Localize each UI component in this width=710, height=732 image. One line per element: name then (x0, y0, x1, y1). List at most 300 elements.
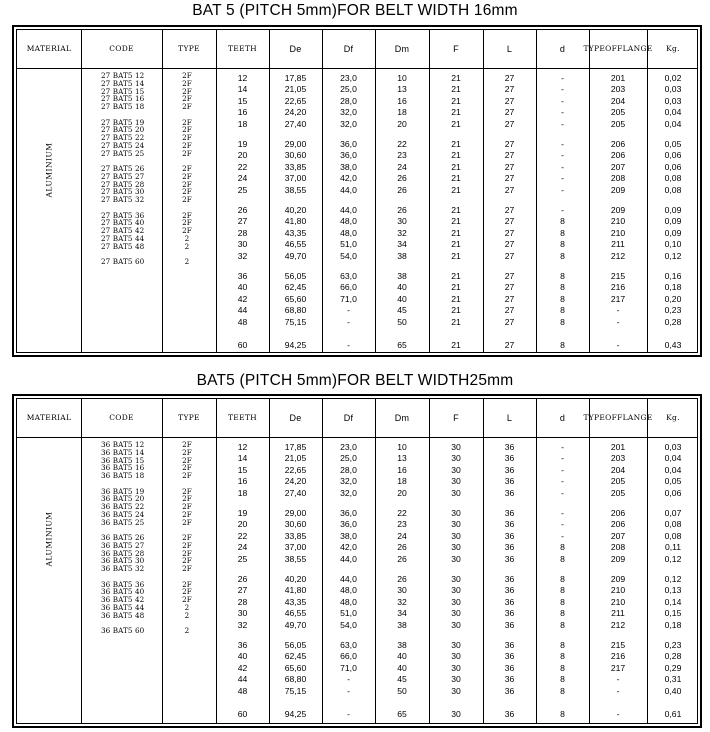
f-cell: 21 (451, 95, 461, 106)
header-flange-line: OF (605, 413, 618, 422)
kg-cell: 0,09 (664, 205, 682, 215)
kg-cell: 0,06 (664, 487, 682, 498)
kg-cell: 0,04 (664, 453, 682, 464)
table-row (17, 173, 697, 184)
de-cell: 43,35 (284, 227, 307, 238)
df-cell: 36,0 (340, 508, 357, 518)
f-cell: 21 (451, 239, 461, 250)
df-cell: 51,0 (340, 239, 357, 250)
df-cell: 44,0 (340, 553, 357, 564)
f-cell: 21 (451, 184, 461, 195)
kg-cell: 0,10 (664, 239, 682, 250)
teeth-cell: 30 (237, 239, 248, 250)
kg-cell: 0,07 (664, 508, 682, 518)
dm-cell: 13 (397, 84, 407, 95)
dm-cell: 32 (397, 596, 407, 607)
header-teeth: TEETH (228, 413, 257, 422)
teeth-cell: 44 (237, 674, 248, 685)
f-cell: 30 (451, 442, 461, 452)
d-cell: 8 (560, 709, 565, 719)
code-cell: 36 BAT5 32 (101, 564, 145, 573)
d-cell: 8 (560, 574, 565, 584)
df-cell: 63,0 (340, 271, 357, 281)
d-cell: 8 (560, 662, 565, 673)
f-cell: 30 (451, 608, 461, 619)
teeth-cell: 40 (237, 651, 248, 662)
dm-cell: 40 (397, 662, 407, 673)
f-cell: 21 (451, 216, 461, 227)
de-cell: 24,20 (284, 476, 307, 487)
code-cell: 27 BAT5 40 (101, 218, 145, 228)
flange-cell: - (616, 305, 620, 316)
de-cell: 30,60 (284, 519, 307, 530)
de-cell: 30,60 (284, 150, 307, 161)
flange-cell: 204 (610, 464, 626, 475)
header-material: MATERIAL (26, 413, 72, 422)
table-row (17, 239, 697, 250)
teeth-cell: 20 (237, 519, 248, 530)
type-cell: 2F (182, 502, 192, 511)
f-cell: 21 (451, 340, 461, 350)
type-cell: 2F (182, 595, 192, 604)
header-kg: Kg. (666, 44, 680, 53)
de-cell: 49,70 (284, 619, 307, 630)
table-row (17, 185, 697, 196)
l-cell: 27 (504, 107, 515, 118)
l-cell: 27 (504, 73, 515, 83)
de-cell: 62,45 (284, 651, 307, 662)
kg-cell: 0,12 (664, 553, 682, 564)
type-cell: 2F (182, 102, 192, 111)
material-label: ALUMINIUM (44, 142, 54, 198)
l-cell: 36 (504, 574, 515, 584)
teeth-cell: 28 (237, 596, 248, 607)
header-kg: Kg. (666, 413, 680, 422)
d-cell: 8 (560, 340, 565, 350)
table-row (17, 73, 697, 84)
table-row (17, 282, 697, 293)
table-row (17, 686, 697, 697)
type-cell: 2F (182, 171, 192, 181)
table-row (17, 305, 697, 316)
l-cell: 27 (504, 118, 515, 129)
d-cell: - (561, 508, 564, 518)
flange-cell: 211 (611, 608, 625, 619)
f-cell: 21 (451, 227, 461, 238)
l-cell: 27 (504, 250, 515, 261)
flange-cell: 217 (610, 293, 626, 304)
dm-cell: 38 (397, 271, 407, 281)
d-cell: 8 (560, 250, 565, 261)
code-cell: 36 BAT5 22 (101, 502, 145, 511)
kg-cell: 0,12 (664, 250, 682, 261)
d-cell: - (561, 95, 564, 106)
kg-cell: 0,03 (664, 442, 682, 452)
d-cell: - (561, 519, 564, 530)
dm-cell: 45 (397, 674, 407, 685)
teeth-cell: 48 (237, 316, 248, 327)
flange-cell: 205 (610, 107, 626, 118)
dm-cell: 40 (397, 282, 407, 293)
type-cell: 2F (182, 455, 192, 465)
kg-cell: 0,12 (664, 574, 682, 584)
type-cell: 2 (184, 233, 190, 243)
flange-cell: 209 (610, 184, 626, 195)
type-cell: 2F (182, 179, 192, 189)
table-row (17, 216, 697, 227)
table-row (17, 585, 697, 596)
table-row (17, 542, 697, 553)
type-cell: 2F (182, 471, 192, 480)
type-cell: 2F (182, 86, 192, 96)
header-f: F (453, 44, 459, 54)
table-row (17, 519, 697, 530)
header-type: TYPE (178, 413, 200, 422)
flange-cell: - (616, 316, 620, 327)
code-cell: 27 BAT5 18 (101, 102, 145, 111)
teeth-cell: 12 (237, 73, 248, 83)
flange-cell: 212 (610, 619, 626, 630)
code-cell: 27 BAT5 28 (101, 179, 145, 189)
l-cell: 36 (504, 709, 515, 719)
flange-cell: 207 (610, 161, 626, 172)
df-cell: 28,0 (340, 95, 357, 106)
de-cell: 22,65 (284, 95, 307, 106)
teeth-cell: 60 (237, 709, 248, 719)
de-cell: 17,85 (284, 442, 307, 452)
d-cell: - (561, 84, 564, 95)
code-cell: 36 BAT5 15 (101, 455, 145, 465)
l-cell: 27 (504, 150, 515, 161)
type-cell: 2 (184, 610, 190, 620)
d-cell: 8 (560, 674, 565, 685)
d-cell: - (561, 173, 564, 184)
kg-cell: 0,04 (664, 107, 682, 118)
teeth-cell: 27 (237, 585, 248, 596)
type-cell: 2F (182, 164, 192, 173)
table-row (17, 162, 697, 173)
code-cell: 36 BAT5 16 (101, 463, 145, 473)
f-cell: 21 (451, 250, 461, 261)
flange-cell: - (616, 685, 620, 696)
table-row (17, 620, 697, 631)
code-cell: 27 BAT5 42 (101, 226, 145, 235)
code-cell: 36 BAT5 28 (101, 548, 145, 558)
de-cell: 46,55 (284, 608, 307, 619)
type-cell: 2F (182, 587, 192, 597)
kg-cell: 0,03 (664, 95, 682, 106)
df-cell: 38,0 (340, 161, 357, 172)
type-cell: 2F (182, 218, 192, 228)
dm-cell: 13 (397, 453, 407, 464)
code-cell: 27 BAT5 60 (101, 257, 145, 266)
dm-cell: 34 (397, 239, 407, 250)
flange-cell: - (616, 340, 620, 350)
l-cell: 27 (504, 84, 515, 95)
dm-cell: 40 (397, 293, 407, 304)
f-cell: 30 (451, 585, 461, 596)
df-cell: 36,0 (340, 519, 357, 530)
teeth-cell: 40 (237, 282, 248, 293)
f-cell: 30 (451, 553, 461, 564)
header-dm: Dm (394, 413, 410, 423)
de-cell: 43,35 (284, 596, 307, 607)
type-cell: 2F (182, 94, 192, 104)
header-material: MATERIAL (26, 44, 72, 53)
kg-cell: 0,18 (664, 282, 682, 293)
kg-cell: 0,20 (664, 293, 682, 304)
de-cell: 65,60 (284, 662, 307, 673)
f-cell: 30 (451, 574, 461, 584)
f-cell: 30 (451, 709, 461, 719)
de-cell: 68,80 (284, 674, 307, 685)
type-cell: 2 (184, 257, 190, 266)
table-row (17, 709, 697, 720)
f-cell: 30 (451, 476, 461, 487)
teeth-cell: 27 (237, 216, 248, 227)
code-cell: 27 BAT5 20 (101, 125, 145, 135)
table-1 (12, 25, 702, 357)
l-cell: 36 (504, 519, 515, 530)
flange-cell: 212 (610, 250, 626, 261)
header-d: d (559, 413, 566, 423)
de-cell: 33,85 (284, 161, 307, 172)
d-cell: 8 (560, 685, 565, 696)
flange-cell: 204 (610, 95, 626, 106)
df-cell: 54,0 (340, 250, 357, 261)
flange-cell: 201 (610, 73, 626, 83)
type-cell: 2F (182, 117, 192, 127)
de-cell: 29,00 (284, 139, 307, 149)
d-cell: - (561, 118, 564, 129)
teeth-cell: 15 (237, 95, 248, 106)
kg-cell: 0,03 (664, 84, 682, 95)
d-cell: 8 (560, 640, 565, 650)
header-teeth: TEETH (228, 44, 257, 53)
de-cell: 56,05 (284, 271, 307, 281)
flange-cell: 206 (610, 150, 626, 161)
de-cell: 75,15 (284, 316, 307, 327)
flange-cell: 215 (610, 640, 626, 650)
dm-cell: 40 (397, 651, 407, 662)
table-row (17, 251, 697, 262)
de-cell: 94,25 (284, 709, 307, 719)
l-cell: 27 (504, 316, 515, 327)
teeth-cell: 18 (237, 118, 248, 129)
df-cell: 32,0 (340, 487, 357, 498)
table-row (17, 574, 697, 585)
table-row (17, 465, 697, 476)
d-cell: 8 (560, 316, 565, 327)
header-flange (583, 399, 653, 437)
d-cell: - (561, 107, 564, 118)
teeth-cell: 32 (237, 250, 248, 261)
flange-cell: 203 (610, 453, 626, 464)
de-cell: 40,20 (284, 574, 307, 584)
d-cell: 8 (560, 651, 565, 662)
header-l: L (506, 413, 513, 423)
df-cell: - (347, 316, 350, 327)
kg-cell: 0,08 (664, 184, 682, 195)
teeth-cell: 26 (237, 205, 248, 215)
dm-cell: 65 (397, 340, 407, 350)
df-cell: - (347, 709, 350, 719)
code-cell: 27 BAT5 32 (101, 195, 145, 204)
df-cell: 51,0 (340, 608, 357, 619)
type-cell: 2F (182, 125, 192, 135)
de-cell: 37,00 (284, 542, 307, 553)
d-cell: - (561, 205, 564, 215)
type-cell: 2F (182, 195, 192, 204)
df-cell: 23,0 (340, 73, 357, 83)
l-cell: 27 (504, 173, 515, 184)
header-row (17, 399, 697, 438)
l-cell: 27 (504, 293, 515, 304)
de-cell: 27,40 (284, 487, 307, 498)
f-cell: 21 (451, 161, 461, 172)
df-cell: 44,0 (340, 184, 357, 195)
df-cell: 28,0 (340, 464, 357, 475)
f-cell: 30 (451, 640, 461, 650)
code-cell: 36 BAT5 18 (101, 471, 145, 480)
df-cell: - (347, 340, 350, 350)
code-cell: 36 BAT5 48 (101, 610, 145, 620)
l-cell: 27 (504, 216, 515, 227)
header-flange (583, 30, 653, 68)
teeth-cell: 60 (237, 340, 248, 350)
l-cell: 36 (504, 464, 515, 475)
table-1-body (16, 29, 698, 353)
l-cell: 36 (504, 596, 515, 607)
l-cell: 27 (504, 227, 515, 238)
dm-cell: 50 (397, 316, 407, 327)
df-cell: 66,0 (340, 282, 357, 293)
teeth-cell: 14 (237, 453, 248, 464)
code-cell: 36 BAT5 60 (101, 626, 145, 635)
teeth-cell: 30 (237, 608, 248, 619)
kg-cell: 0,23 (664, 305, 682, 316)
kg-cell: 0,28 (664, 316, 682, 327)
code-cell: 36 BAT5 25 (101, 517, 145, 527)
code-cell: 27 BAT5 48 (101, 241, 145, 251)
d-cell: - (561, 453, 564, 464)
f-cell: 21 (451, 305, 461, 316)
flange-cell: 209 (610, 205, 626, 215)
teeth-cell: 26 (237, 574, 248, 584)
teeth-cell: 42 (237, 662, 248, 673)
f-cell: 21 (451, 73, 461, 83)
table-row (17, 294, 697, 305)
f-cell: 21 (451, 150, 461, 161)
kg-cell: 0,14 (664, 596, 682, 607)
dm-cell: 30 (397, 585, 407, 596)
de-cell: 94,25 (284, 340, 307, 350)
kg-cell: 0,31 (664, 674, 682, 685)
table-row (17, 96, 697, 107)
dm-cell: 22 (397, 508, 407, 518)
flange-cell: 215 (610, 271, 626, 281)
type-cell: 2 (184, 241, 190, 251)
df-cell: 44,0 (340, 574, 357, 584)
table-row (17, 488, 697, 499)
df-cell: 32,0 (340, 476, 357, 487)
code-cell: 36 BAT5 44 (101, 602, 145, 612)
l-cell: 27 (504, 340, 515, 350)
type-cell: 2 (184, 626, 190, 635)
de-cell: 56,05 (284, 640, 307, 650)
df-cell: - (347, 305, 350, 316)
kg-cell: 0,18 (664, 619, 682, 630)
dm-cell: 34 (397, 608, 407, 619)
teeth-cell: 16 (237, 476, 248, 487)
code-cell: 27 BAT5 16 (101, 94, 145, 104)
df-cell: 71,0 (340, 293, 357, 304)
df-cell: 71,0 (340, 662, 357, 673)
flange-cell: 203 (610, 84, 626, 95)
de-cell: 41,80 (284, 216, 307, 227)
f-cell: 30 (451, 453, 461, 464)
f-cell: 30 (451, 464, 461, 475)
code-cell: 36 BAT5 24 (101, 509, 145, 519)
table-row (17, 508, 697, 519)
flange-cell: 210 (610, 585, 626, 596)
table-row (17, 651, 697, 662)
df-cell: 48,0 (340, 596, 357, 607)
f-cell: 21 (451, 84, 461, 95)
dm-cell: 38 (397, 250, 407, 261)
kg-cell: 0,08 (664, 530, 682, 541)
kg-cell: 0,06 (664, 150, 682, 161)
f-cell: 30 (451, 651, 461, 662)
type-cell: 2F (182, 548, 192, 558)
flange-cell: 206 (610, 519, 626, 530)
teeth-cell: 18 (237, 487, 248, 498)
df-cell: 36,0 (340, 139, 357, 149)
dm-cell: 65 (397, 709, 407, 719)
header-code: CODE (109, 413, 134, 422)
teeth-cell: 15 (237, 464, 248, 475)
kg-cell: 0,08 (664, 519, 682, 530)
df-cell: 36,0 (340, 150, 357, 161)
teeth-cell: 24 (237, 542, 248, 553)
df-cell: 48,0 (340, 216, 357, 227)
de-cell: 40,20 (284, 205, 307, 215)
flange-cell: - (616, 709, 620, 719)
f-cell: 21 (451, 173, 461, 184)
de-cell: 38,55 (284, 184, 307, 195)
f-cell: 30 (451, 530, 461, 541)
f-cell: 30 (451, 662, 461, 673)
dm-cell: 20 (397, 487, 407, 498)
dm-cell: 23 (397, 519, 407, 530)
de-cell: 37,00 (284, 173, 307, 184)
kg-cell: 0,04 (664, 464, 682, 475)
table-row (17, 674, 697, 685)
teeth-cell: 36 (237, 271, 248, 281)
teeth-cell: 36 (237, 640, 248, 650)
dm-cell: 32 (397, 227, 407, 238)
code-cell: 27 BAT5 12 (101, 71, 145, 80)
l-cell: 36 (504, 640, 515, 650)
kg-cell: 0,05 (664, 139, 682, 149)
f-cell: 21 (451, 118, 461, 129)
d-cell: 8 (560, 585, 565, 596)
code-cell: 36 BAT5 36 (101, 579, 145, 589)
table-row (17, 119, 697, 130)
flange-cell: 209 (610, 574, 626, 584)
code-cell: 36 BAT5 12 (101, 440, 145, 449)
header-df: Df (343, 44, 354, 54)
